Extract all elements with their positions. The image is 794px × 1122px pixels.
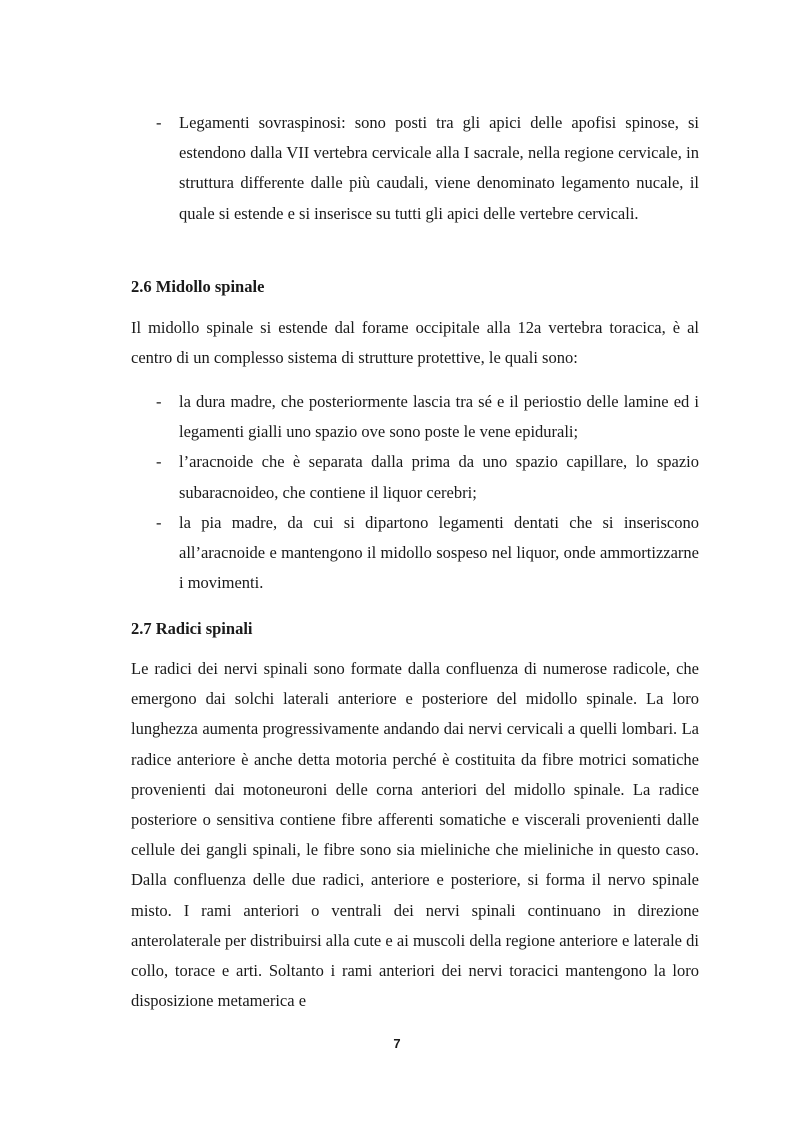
page-number: 7	[393, 1036, 401, 1051]
ligament-list	[131, 108, 699, 229]
list-marker: -	[156, 452, 162, 472]
section-heading-radici: 2.7 Radici spinali	[131, 619, 253, 638]
list-marker: -	[156, 113, 162, 132]
list-item	[131, 108, 699, 229]
section-heading-midollo: 2.6 Midollo spinale	[131, 277, 265, 296]
list-item-text: la pia madre, da cui si dipartono legamenti dentati che si inseriscono all’aracnoide e mantengono il midollo sospeso nel liquor, onde ammortizzarne i movimenti.	[179, 512, 699, 593]
list-marker: -	[156, 512, 162, 532]
list-item	[131, 387, 699, 447]
radici-paragraph: Le radici dei nervi spinali sono formate dalla confluenza di numerose radicole, che emergono dai solchi laterali anteriore e posteriore del midollo spinale. La loro lunghezza aumenta progressivamente andando dai nervi cervicali a quelli lombari. La radice anteriore è anche detta motoria perché è costituita da fibre motrici somatiche provenienti dai motoneuroni delle corna anteriori del midollo spinale. La radice posteriore o sensitiva contiene fibre afferenti somatiche e viscerali provenienti dalle cellule dei gangli spinali, le fibre sono sia mieliniche che mieliniche in questo caso. Dalla confluenza delle due radici, anteriore e posteriore, si forma il nervo spinale misto. I rami anteriori o ventrali dei nervi spinali continuano in direzione anterolaterale per distribuirsi alla cute e ai muscoli della regione anteriore e laterale di collo, torace e arti. Soltanto i rami anteriori dei nervi toracici mantengono la loro disposizione metamerica e	[131, 659, 699, 1011]
list-item	[131, 508, 699, 599]
protective-structures-list	[131, 387, 699, 598]
list-item-text: la dura madre, che posteriormente lascia tra sé e il periostio delle lamine ed i legamenti gialli uno spazio ove sono poste le vene epidurali;	[179, 392, 699, 442]
midollo-intro-paragraph: Il midollo spinale si estende dal forame occipitale alla 12a vertebra toracica, è al centro di un complesso sistema di strutture protettive, le quali sono:	[131, 318, 699, 368]
list-item-text: Legamenti sovraspinosi: sono posti tra gli apici delle apofisi spinose, si estendono dalla VII vertebra cervicale alla I sacrale, nella regione cervicale, in struttura differente dalle più caudali, viene denominato legamento nucale, il quale si estende e si inserisce su tutti gli apici delle vertebre cervicali.	[179, 113, 699, 223]
list-marker: -	[156, 392, 162, 411]
list-item-text: l’aracnoide che è separata dalla prima da uno spazio capillare, lo spazio subaracnoideo, che contiene il liquor cerebri;	[179, 452, 699, 502]
list-item	[131, 447, 699, 507]
